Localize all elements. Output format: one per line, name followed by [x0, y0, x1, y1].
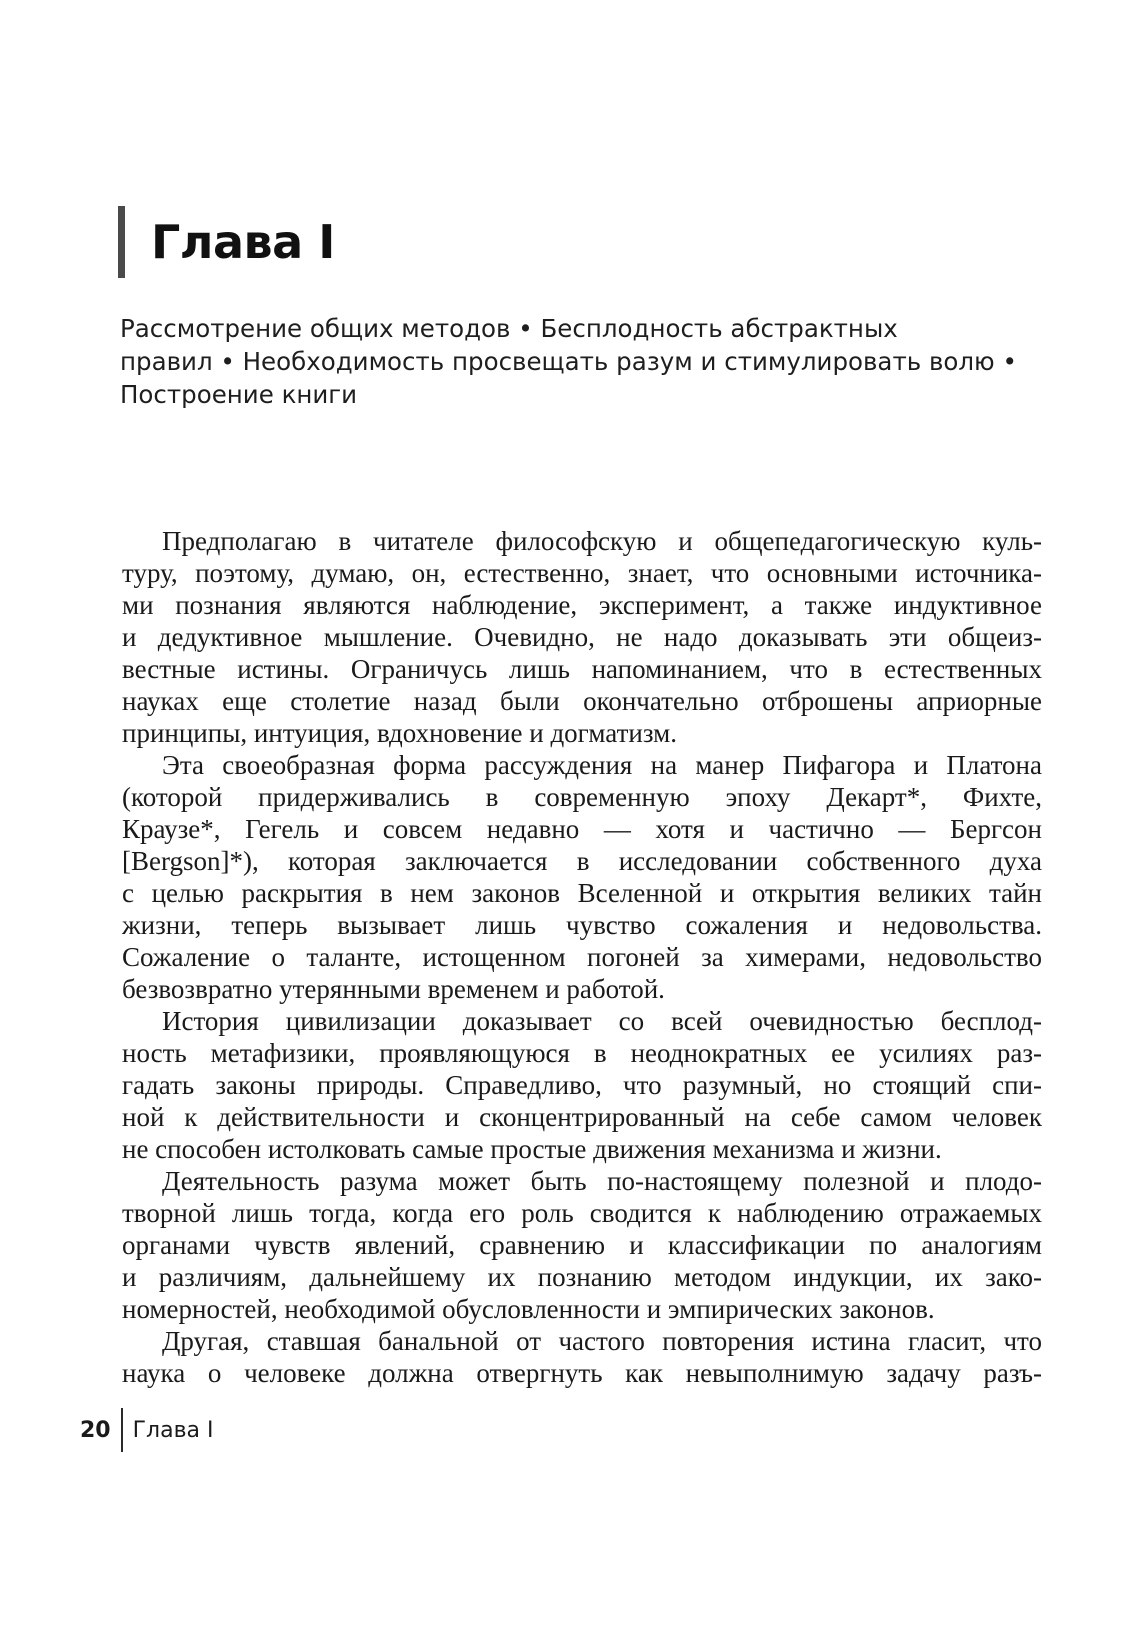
chapter-heading-bar — [118, 206, 125, 278]
chapter-title: Глава I — [151, 215, 335, 269]
running-head: Глава I — [132, 1417, 214, 1443]
body-line: безвозвратно утерянными временем и работой. — [122, 974, 665, 1004]
body-text — [122, 525, 1042, 1389]
page-number: 20 — [80, 1417, 111, 1443]
body-line: и различиям, дальнейшему их познанию методом индукции, их зако- — [122, 1262, 1042, 1292]
summary-line: Рассмотрение общих методов • Бесплодность абстрактных — [120, 314, 898, 343]
body-line: Другая, ставшая банальной от частого повторения истина гласит, что — [162, 1326, 1042, 1356]
body-line: наука о человеке должна отвергнуть как невыполнимую задачу разъ- — [122, 1358, 1042, 1388]
body-line: Деятельность разума может быть по-настоящему полезной и плодо- — [162, 1166, 1042, 1196]
body-line: творной лишь тогда, когда его роль сводится к наблюдению отражаемых — [122, 1198, 1042, 1228]
body-line: ность метафизики, проявляющуюся в неоднократных ее усилиях раз- — [122, 1038, 1042, 1068]
body-line: науках еще столетие назад были окончательно отброшены априорные — [122, 686, 1042, 716]
body-line: ной к действительности и сконцентрированный на себе самом человек — [122, 1102, 1042, 1132]
body-line: гадать законы природы. Справедливо, что разумный, но стоящий спи- — [122, 1070, 1042, 1100]
body-line: История цивилизации доказывает со всей очевидностью бесплод- — [162, 1006, 1042, 1036]
body-line: [Bergson]*), которая заключается в исследовании собственного духа — [122, 846, 1042, 876]
body-line: жизни, теперь вызывает лишь чувство сожаления и недовольства. — [122, 910, 1042, 940]
chapter-heading — [118, 206, 335, 278]
summary-line: правил • Необходимость просвещать разум и стимулировать волю • — [120, 347, 1017, 376]
body-line: ми познания являются наблюдение, эксперимент, а также индуктивное — [122, 590, 1042, 620]
summary-line: Построение книги — [120, 380, 358, 409]
body-line: туру, поэтому, думаю, он, естественно, знает, что основными источника- — [122, 558, 1042, 588]
body-line: вестные истины. Ограничусь лишь напоминанием, что в естественных — [122, 654, 1042, 684]
body-line: не способен истолковать самые простые движения механизма и жизни. — [122, 1134, 942, 1164]
body-line: Предполагаю в читателе философскую и общепедагогическую куль- — [162, 526, 1042, 556]
body-line: номерностей, необходимой обусловленности и эмпирических законов. — [122, 1294, 935, 1324]
chapter-summary — [120, 312, 1040, 411]
body-line: Сожаление о таланте, истощенном погоней за химерами, недовольство — [122, 942, 1042, 972]
body-line: Эта своеобразная форма рассуждения на манер Пифагора и Платона — [162, 750, 1042, 780]
body-line: принципы, интуиция, вдохновение и догматизм. — [122, 718, 677, 748]
body-line: (которой придерживались в современную эпоху Декарт*, Фихте, — [122, 782, 1042, 812]
page-footer — [80, 1408, 214, 1452]
footer-divider — [121, 1408, 123, 1452]
body-line: и дедуктивное мышление. Очевидно, не надо доказывать эти общеиз- — [122, 622, 1042, 652]
body-line: Краузе*, Гегель и совсем недавно — хотя и частично — Бергсон — [122, 814, 1042, 844]
body-line: органами чувств явлений, сравнению и классификации по аналогиям — [122, 1230, 1042, 1260]
body-line: с целью раскрытия в нем законов Вселенной и открытия великих тайн — [122, 878, 1042, 908]
